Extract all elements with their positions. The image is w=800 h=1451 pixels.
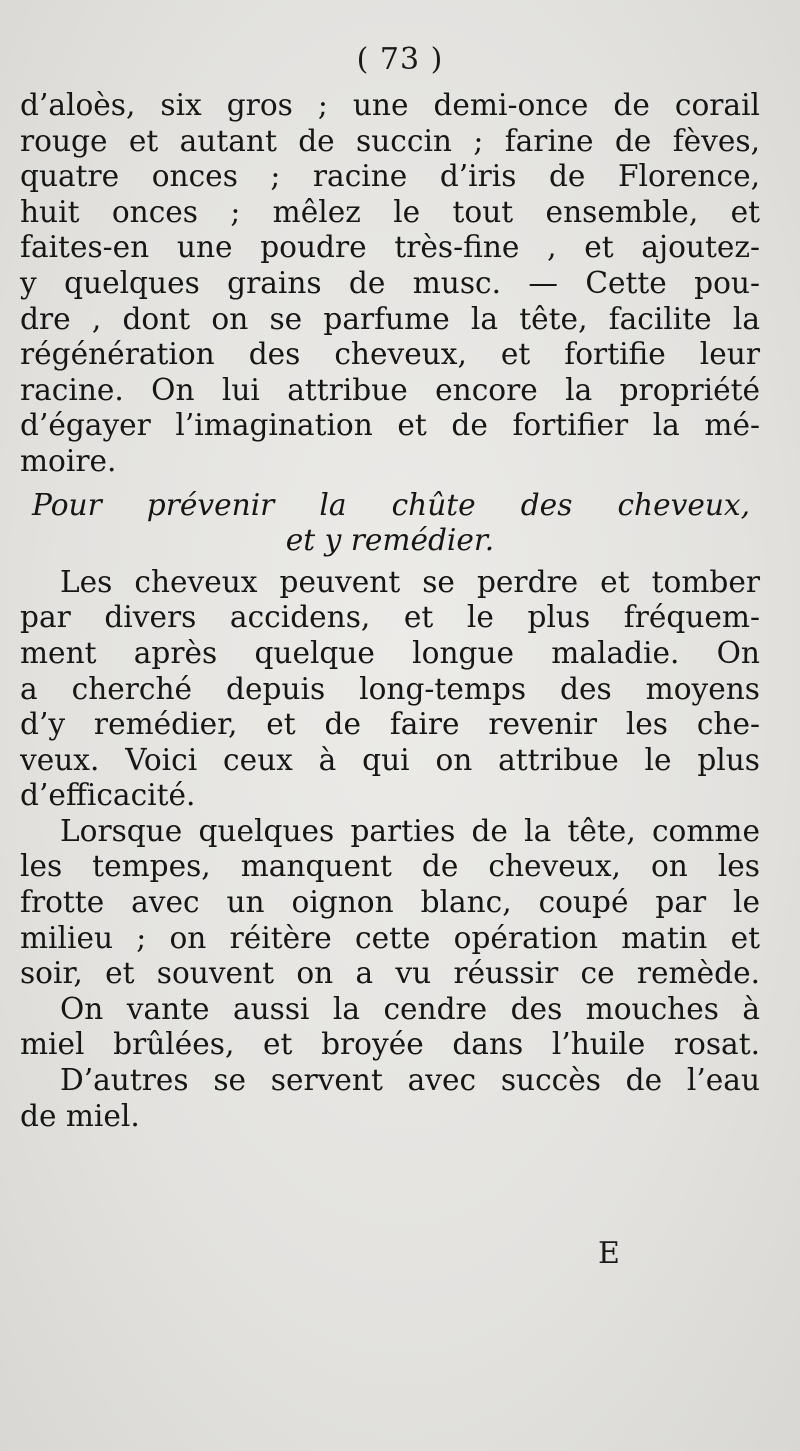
text-line: y quelques grains de musc. — Cette pou-	[20, 265, 760, 300]
page-text	[20, 88, 760, 1134]
text-line: moire.	[20, 443, 117, 478]
text-line: faites-en une poudre très-fine , et ajoutez-	[20, 230, 760, 265]
text-line: Lorsque quelques parties de la tête, comme	[60, 813, 760, 848]
text-line: veux. Voici ceux à qui on attribue le plus	[20, 742, 760, 777]
paragraph-onion-remedy	[20, 814, 760, 992]
text-line: Les cheveux peuvent se perdre et tomber	[60, 564, 760, 599]
text-line: les tempes, manquent de cheveux, on les	[20, 849, 760, 884]
text-line: huit onces ; mêlez le tout ensemble, et	[20, 194, 760, 229]
text-line: a cherché depuis long-temps des moyens	[20, 671, 760, 706]
text-line: rouge et autant de succin ; farine de fèves,	[20, 123, 760, 158]
paragraph-intro	[20, 565, 760, 814]
text-line: ment après quelque longue maladie. On	[20, 635, 760, 670]
section-heading	[20, 488, 760, 559]
text-line: miel brûlées, et broyée dans l’huile rosat.	[20, 1027, 760, 1062]
text-line: racine. On lui attribue encore la propriété	[20, 372, 760, 407]
page-number: ( 73 )	[356, 42, 444, 77]
paragraph-recipe	[20, 88, 760, 480]
text-line: quatre onces ; racine d’iris de Florence,	[20, 159, 760, 194]
text-line: d’efficacité.	[20, 778, 196, 813]
text-line: dre , dont on se parfume la tête, facilite la	[20, 301, 760, 336]
text-line: milieu ; on réitère cette opération matin et	[20, 920, 760, 955]
text-line: d’y remédier, et de faire revenir les che-	[20, 707, 760, 742]
text-line: d’égayer l’imagination et de fortifier la mé-	[20, 408, 760, 443]
paragraph-honey-water	[20, 1063, 760, 1134]
paragraph-bee-ash	[20, 992, 760, 1063]
text-line: de miel.	[20, 1098, 140, 1133]
text-line: frotte avec un oignon blanc, coupé par le	[20, 885, 760, 920]
text-line: d’aloès, six gros ; une demi-once de corail	[20, 88, 760, 122]
text-line: par divers accidens, et le plus fréquem-	[20, 600, 760, 635]
signature-mark: E	[598, 1236, 620, 1271]
text-line: soir, et souvent on a vu réussir ce remède.	[20, 956, 760, 991]
heading-line: et y remédier.	[285, 523, 495, 558]
text-line: D’autres se servent avec succès de l’eau	[60, 1063, 760, 1098]
text-line: On vante aussi la cendre des mouches à	[60, 991, 760, 1026]
text-line: régénération des cheveux, et fortifie leur	[20, 337, 760, 372]
heading-line: Pour prévenir la chûte des cheveux,	[32, 487, 750, 522]
